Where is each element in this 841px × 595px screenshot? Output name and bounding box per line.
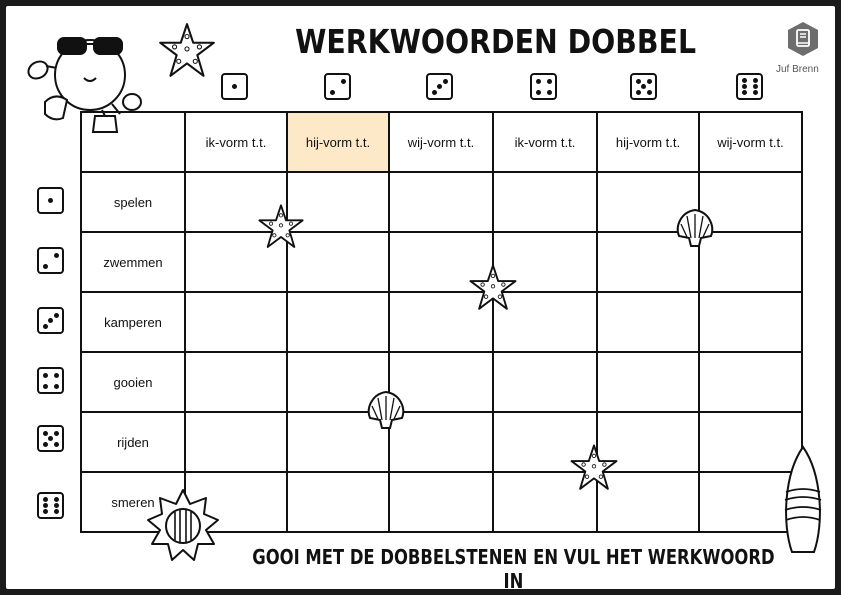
answer-cell[interactable] xyxy=(389,172,493,232)
starfish-icon xyxy=(467,262,519,314)
die-face-4-icon xyxy=(530,73,557,100)
instruction-text: GOOI MET DE DOBBELSTENEN EN VUL HET WERKWOORD IN xyxy=(252,545,775,589)
answer-cell[interactable] xyxy=(389,472,493,532)
die-face-2-icon xyxy=(37,247,64,274)
verb-cell: rijden xyxy=(81,412,185,472)
answer-cell[interactable] xyxy=(699,292,802,352)
die-face-5-icon xyxy=(37,425,64,452)
column-header: wij-vorm t.t. xyxy=(389,112,493,172)
answer-cell[interactable] xyxy=(185,292,287,352)
answer-cell[interactable] xyxy=(597,352,699,412)
die-face-3-icon xyxy=(37,307,64,334)
header-row xyxy=(81,112,802,172)
answer-cell[interactable] xyxy=(597,292,699,352)
die-face-4-icon xyxy=(37,367,64,394)
verb-cell: smeren xyxy=(81,472,185,532)
worksheet xyxy=(6,6,835,589)
verb-cell: spelen xyxy=(81,172,185,232)
column-header: ik-vorm t.t. xyxy=(493,112,597,172)
die-face-1-icon xyxy=(221,73,248,100)
surfboard-icon xyxy=(778,444,828,556)
brand-label: Juf Brenn xyxy=(776,64,819,75)
column-header: ik-vorm t.t. xyxy=(185,112,287,172)
starfish-icon xyxy=(568,442,620,494)
die-face-5-icon xyxy=(630,73,657,100)
table-row xyxy=(81,352,802,412)
answer-cell[interactable] xyxy=(493,352,597,412)
column-header: wij-vorm t.t. xyxy=(699,112,802,172)
shell-icon xyxy=(364,388,408,432)
book-icon xyxy=(786,21,820,57)
corner-cell xyxy=(81,112,185,172)
answer-cell[interactable] xyxy=(185,412,287,472)
die-face-3-icon xyxy=(426,73,453,100)
verb-table xyxy=(80,111,803,533)
verb-cell: kamperen xyxy=(81,292,185,352)
starfish-icon xyxy=(256,202,306,252)
shell-icon xyxy=(673,206,717,250)
answer-cell[interactable] xyxy=(287,472,389,532)
column-header: hij-vorm t.t. xyxy=(597,112,699,172)
verb-cell: gooien xyxy=(81,352,185,412)
table-row xyxy=(81,412,802,472)
verb-cell: zwemmen xyxy=(81,232,185,292)
answer-cell[interactable] xyxy=(185,352,287,412)
answer-cell[interactable] xyxy=(699,352,802,412)
answer-cell[interactable] xyxy=(287,292,389,352)
die-face-6-icon xyxy=(37,492,64,519)
page-title: WERKWOORDEN DOBBEL xyxy=(295,22,697,61)
die-face-2-icon xyxy=(324,73,351,100)
die-face-6-icon xyxy=(736,73,763,100)
table-row xyxy=(81,292,802,352)
answer-cell[interactable] xyxy=(493,172,597,232)
starfish-icon xyxy=(156,20,218,82)
die-face-1-icon xyxy=(37,187,64,214)
column-header-highlighted: hij-vorm t.t. xyxy=(287,112,389,172)
